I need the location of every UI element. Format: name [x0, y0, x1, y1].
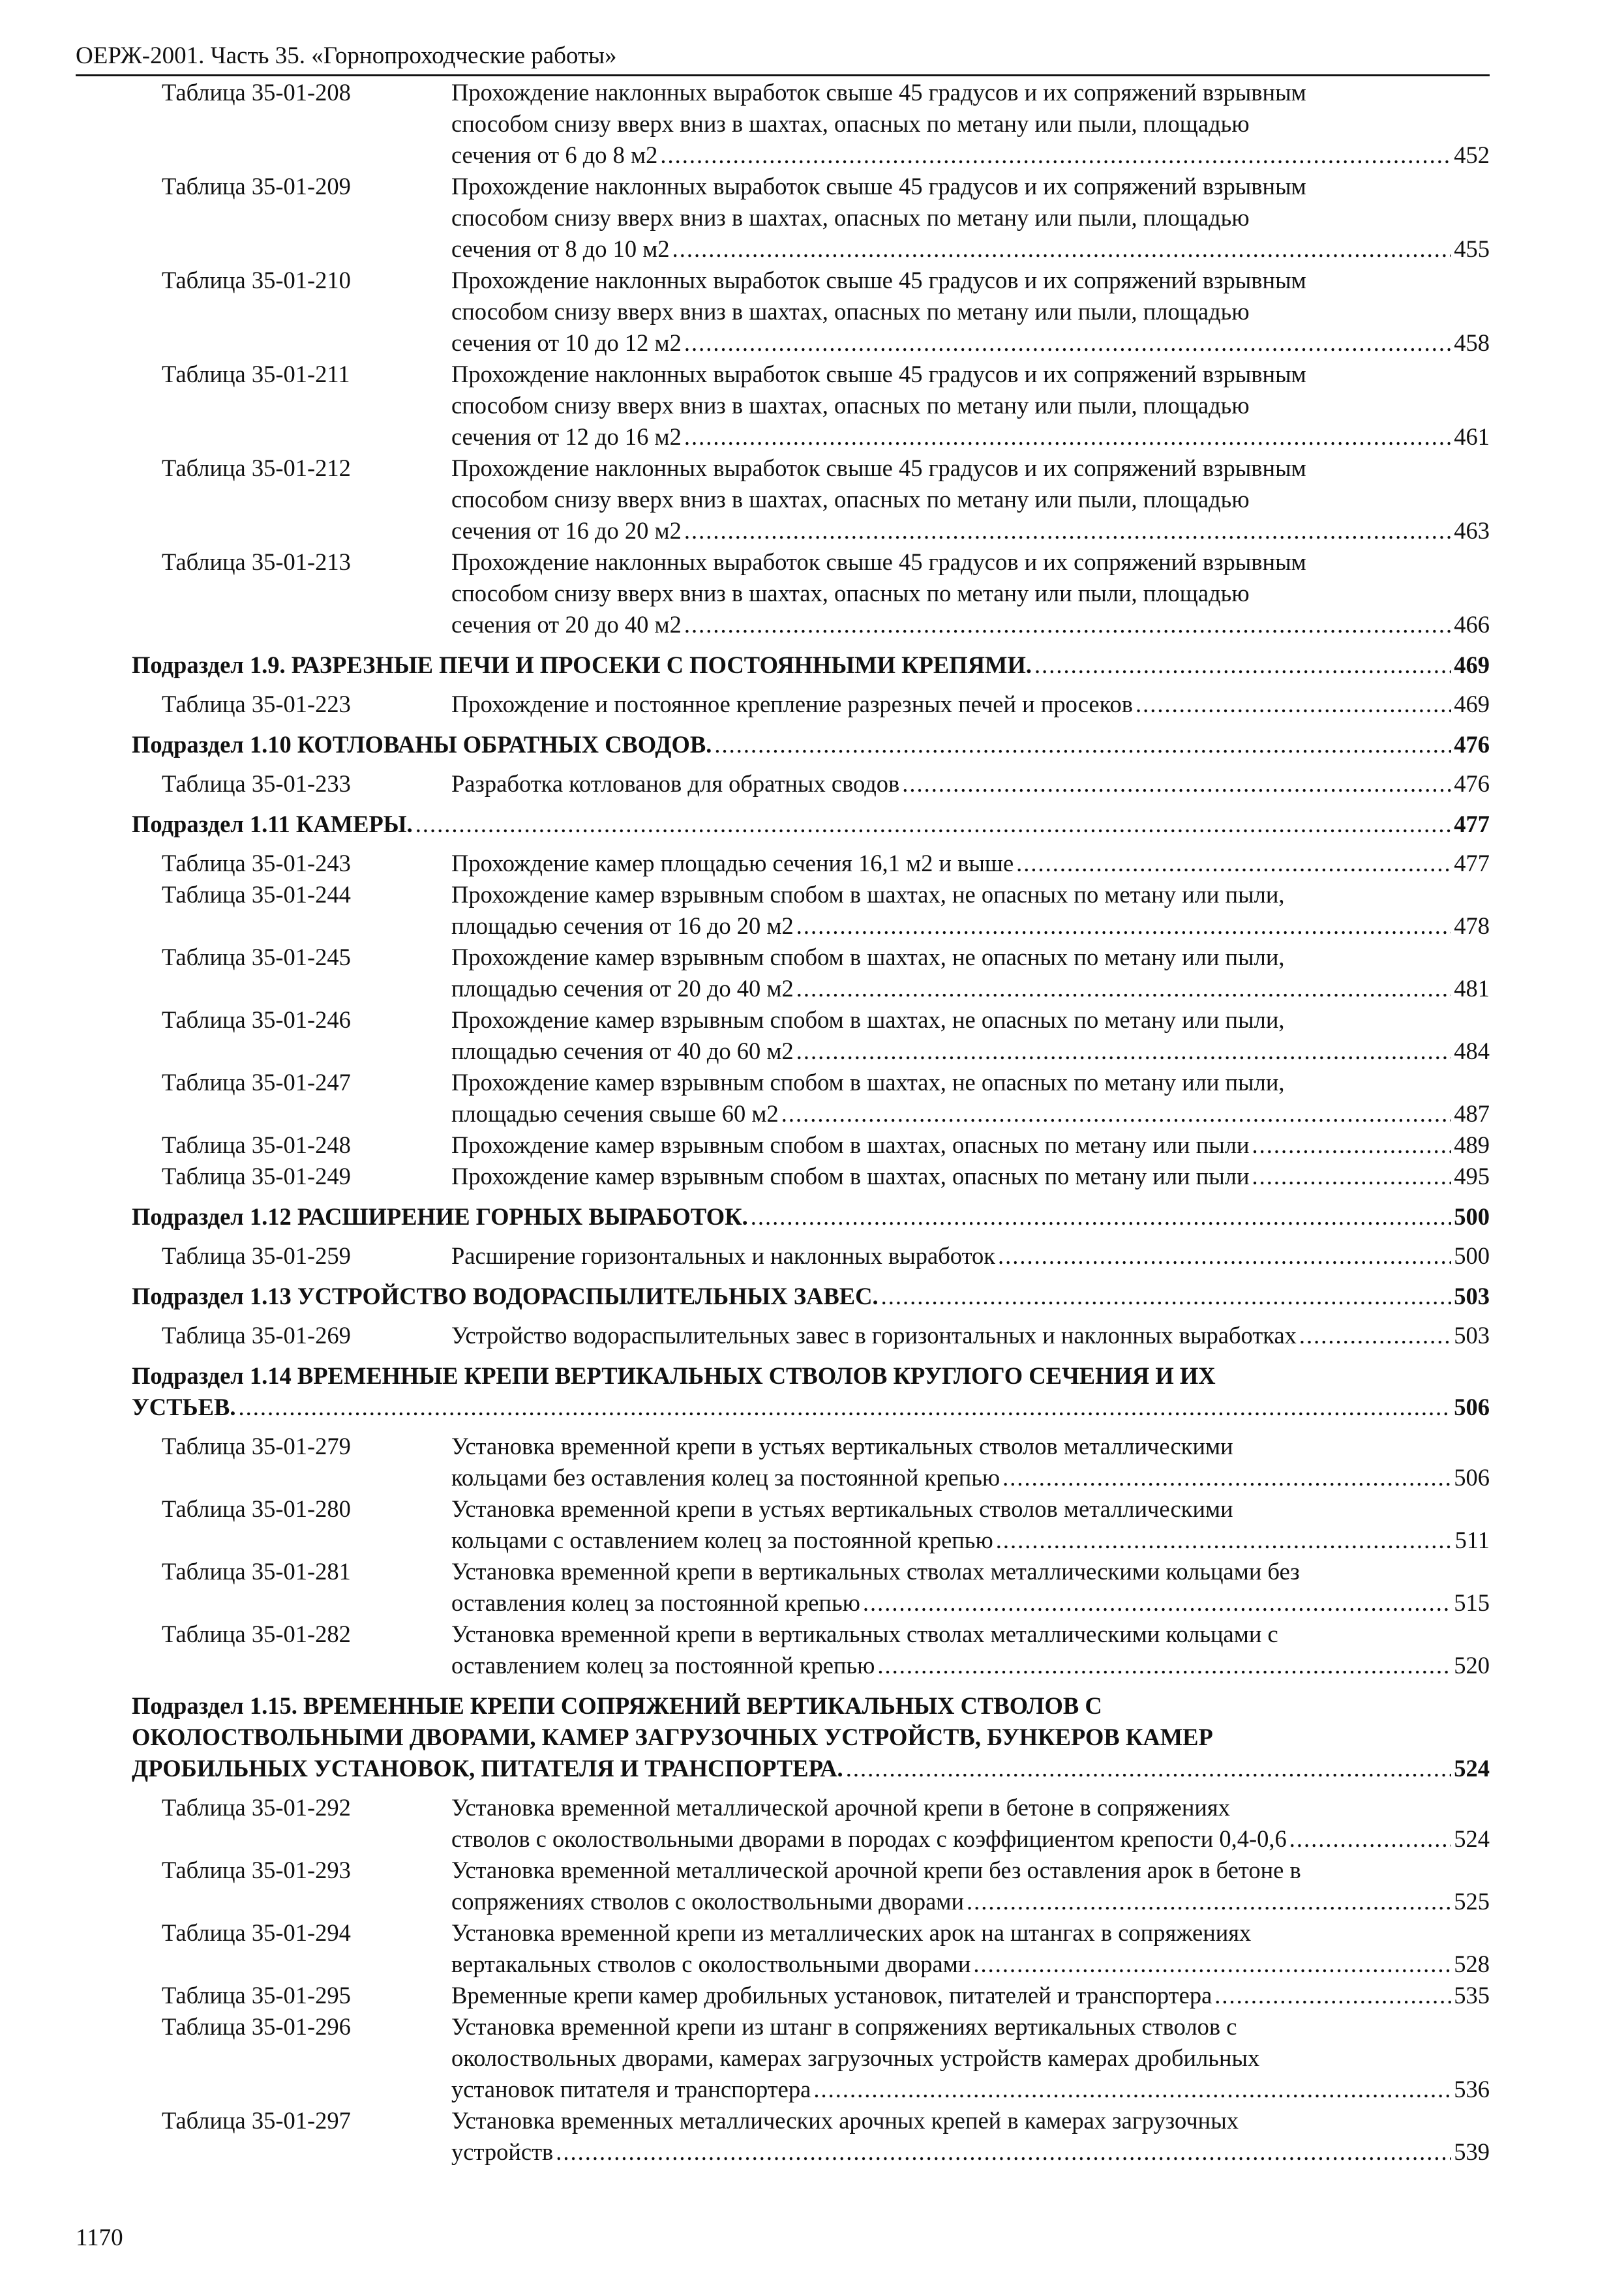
toc-entry-text: Прохождение наклонных выработок свыше 45 градусов и их сопряжений взрывным [451, 173, 1306, 200]
toc-entry-text: Прохождение наклонных выработок свыше 45 градусов и их сопряжений взрывным [451, 361, 1306, 387]
dot-leader [902, 768, 1451, 800]
toc-entry-line [451, 1462, 1490, 1493]
toc-table-label: Таблица 35-01-282 [162, 1621, 351, 1647]
toc-table-label: Таблица 35-01-296 [162, 2013, 351, 2040]
toc-entry-line [451, 1067, 1490, 1098]
toc-entry-title [451, 1980, 1490, 2011]
toc-entry-line [132, 650, 1490, 681]
toc-page-number: 506 [1454, 1464, 1490, 1491]
toc-entry-title [451, 359, 1490, 453]
toc-page-number: 503 [1454, 1283, 1490, 1309]
toc-page-number: 478 [1454, 912, 1490, 939]
toc-entry-title [451, 768, 1490, 800]
toc-entry-line [451, 2011, 1490, 2042]
toc-entry-title [451, 879, 1490, 942]
toc-table-entry [132, 1067, 1490, 1130]
toc-entry-line [132, 809, 1490, 840]
toc-entry-line [451, 1886, 1490, 1917]
toc-entry-line [451, 1493, 1490, 1525]
toc-entry-title [132, 1360, 1490, 1423]
toc-table-entry [132, 546, 1490, 640]
toc-table-label: Таблица 35-01-233 [162, 770, 351, 797]
toc-entry-line [451, 108, 1490, 140]
toc-table-label: Таблица 35-01-279 [162, 1433, 351, 1459]
toc-page-number: 520 [1454, 1652, 1490, 1679]
toc-entry-text: сечения от 20 до 40 м2 [451, 611, 682, 638]
toc-entry-text: Установка временной крепи в устьях вертикальных стволов металлическими [451, 1495, 1233, 1522]
toc-entry-text: способом снизу вверх вниз в шахтах, опасных по метану или пыли, площадью [451, 298, 1250, 325]
toc-page-number: 484 [1454, 1038, 1490, 1064]
toc-table-entry [132, 1130, 1490, 1161]
toc-entry-line [451, 1431, 1490, 1462]
toc-page-number: 500 [1454, 1203, 1490, 1230]
toc-table-entry [132, 1004, 1490, 1067]
toc-entry-text: Установка временной металлической арочной крепи в бетоне в сопряжениях [451, 1794, 1230, 1821]
dot-leader [813, 2074, 1451, 2105]
dot-leader [556, 2136, 1451, 2168]
toc-entry-text: Прохождение наклонных выработок свыше 45 градусов и их сопряжений взрывным [451, 267, 1306, 293]
toc-entry-text: Прохождение наклонных выработок свыше 45 градусов и их сопряжений взрывным [451, 455, 1306, 481]
toc-entry-line [451, 1130, 1490, 1161]
toc-table-entry [132, 1431, 1490, 1493]
toc-entry-line [451, 1161, 1490, 1192]
toc-entry-line [451, 1917, 1490, 1949]
toc-entry-line [451, 1098, 1490, 1130]
toc-table-label: Таблица 35-01-209 [162, 173, 351, 200]
page-header [76, 40, 1490, 76]
toc-table-entry [132, 768, 1490, 800]
toc-page-number: 477 [1454, 811, 1490, 837]
toc-entry-line [451, 453, 1490, 484]
toc-table-entry [132, 265, 1490, 359]
toc-entry-line [451, 1619, 1490, 1650]
toc-entry-title [132, 650, 1490, 681]
toc-entry-text: Устройство водораспылительных завес в горизонтальных и наклонных выработках [451, 1322, 1297, 1349]
toc-entry-line [451, 1792, 1490, 1823]
dot-leader [877, 1650, 1451, 1681]
toc-entry-line [451, 2105, 1490, 2136]
toc-entry-line [451, 768, 1490, 800]
dot-leader [967, 1886, 1451, 1917]
toc-entry-text: Прохождение и постоянное крепление разрезных печей и просеков [451, 691, 1133, 717]
toc-entry-title [451, 1130, 1490, 1161]
toc-table-entry [132, 359, 1490, 453]
dot-leader [1214, 1980, 1451, 2011]
toc-entry-text: оставлением колец за постоянной крепью [451, 1652, 875, 1679]
toc-page-number: 539 [1454, 2138, 1490, 2165]
toc-page-number: 524 [1454, 1755, 1490, 1782]
toc-entry-title [451, 848, 1490, 879]
toc-entry-line [132, 1722, 1490, 1753]
toc-table-entry [132, 689, 1490, 720]
toc-entry-text: ДРОБИЛЬНЫХ УСТАНОВОК, ПИТАТЕЛЯ И ТРАНСПОРТЕРА. [132, 1755, 843, 1782]
toc-entry-text: площадью сечения свыше 60 м2 [451, 1100, 779, 1127]
toc-table-label: Таблица 35-01-295 [162, 1982, 351, 2009]
toc-entry-line [451, 296, 1490, 327]
toc-table-entry [132, 1556, 1490, 1619]
dot-leader [1016, 848, 1451, 879]
toc-entry-line [451, 1004, 1490, 1036]
toc-table-entry [132, 942, 1490, 1004]
toc-section [132, 1281, 1490, 1312]
toc-page-number: 463 [1454, 517, 1490, 544]
toc-entry-line [451, 1587, 1490, 1619]
toc-entry-line [132, 1753, 1490, 1784]
toc-table-entry [132, 1161, 1490, 1192]
toc-entry-title [451, 2105, 1490, 2168]
toc-entry-text: Прохождение камер взрывным спобом в шахтах, опасных по метану или пыли [451, 1163, 1250, 1189]
toc-entry-text: УСТЬЕВ. [132, 1394, 236, 1420]
toc-table-label: Таблица 35-01-248 [162, 1131, 351, 1158]
toc-table-entry [132, 1619, 1490, 1681]
toc-entry-line [451, 1855, 1490, 1886]
dot-leader [751, 1201, 1451, 1233]
toc-entry-title [451, 453, 1490, 546]
toc-entry-text: установок питателя и транспортера [451, 2076, 811, 2102]
toc-entry-line [451, 1036, 1490, 1067]
toc-table-label: Таблица 35-01-297 [162, 2107, 351, 2134]
toc-page-number: 466 [1454, 611, 1490, 638]
toc-entry-line [451, 327, 1490, 359]
toc-entry-text: площадью сечения от 40 до 60 м2 [451, 1038, 794, 1064]
toc-table-entry [132, 2105, 1490, 2168]
toc-entry-text: Установка временных металлических арочных крепей в камерах загрузочных [451, 2107, 1239, 2134]
toc-table-entry [132, 848, 1490, 879]
toc-page-number: 455 [1454, 235, 1490, 262]
toc-table-entry [132, 1493, 1490, 1556]
toc-entry-text: Прохождение наклонных выработок свыше 45 градусов и их сопряжений взрывным [451, 548, 1306, 575]
toc-page-number: 515 [1454, 1589, 1490, 1616]
dot-leader [1034, 650, 1451, 681]
toc-entry-line [451, 1240, 1490, 1272]
dot-leader [846, 1753, 1452, 1784]
toc-section [132, 809, 1490, 840]
dot-leader [1299, 1320, 1451, 1351]
toc-entry-line [451, 2042, 1490, 2074]
toc-entry-title [451, 1240, 1490, 1272]
dot-leader [684, 421, 1451, 453]
toc-entry-title [451, 1431, 1490, 1493]
dot-leader [1135, 689, 1451, 720]
toc-entry-line [132, 1392, 1490, 1423]
toc-table-entry [132, 2011, 1490, 2105]
toc-table-label: Таблица 35-01-280 [162, 1495, 351, 1522]
toc-entry-text: стволов с околоствольными дворами в породах с коэффициентом крепости 0,4-0,6 [451, 1825, 1287, 1852]
toc-table-label: Таблица 35-01-210 [162, 267, 351, 293]
dot-leader [998, 1240, 1451, 1272]
toc-entry-line [451, 942, 1490, 973]
toc-entry-text: сечения от 16 до 20 м2 [451, 517, 682, 544]
toc-entry-title [451, 1855, 1490, 1917]
toc-page-number: 503 [1454, 1322, 1490, 1349]
dot-leader [973, 1949, 1451, 1980]
dot-leader [1252, 1161, 1452, 1192]
toc-entry-text: сечения от 12 до 16 м2 [451, 423, 682, 450]
toc-entry-text: Расширение горизонтальных и наклонных выработок [451, 1242, 996, 1269]
toc-entry-line [451, 359, 1490, 390]
toc-page-number: 476 [1454, 731, 1490, 758]
toc-entry-text: Установка временной металлической арочной крепи без оставления арок в бетоне в [451, 1857, 1301, 1883]
dot-leader [714, 729, 1451, 760]
toc-table-label: Таблица 35-01-211 [162, 361, 350, 387]
toc-entry-text: Установка временной крепи из металлических арок на штангах в сопряжениях [451, 1919, 1252, 1946]
toc-table-entry [132, 171, 1490, 265]
dot-leader [881, 1281, 1452, 1312]
toc-table-label: Таблица 35-01-208 [162, 79, 351, 106]
toc-section [132, 650, 1490, 681]
toc-table-entry [132, 1980, 1490, 2011]
toc-entry-line [451, 265, 1490, 296]
toc-page-number: 535 [1454, 1982, 1490, 2009]
toc-entry-line [132, 729, 1490, 760]
dot-leader [1002, 1462, 1451, 1493]
toc-table-entry [132, 453, 1490, 546]
toc-entry-text: Установка временной крепи в вертикальных стволах металлическими кольцами с [451, 1621, 1278, 1647]
toc-entry-line [451, 1949, 1490, 1980]
toc-entry-text: вертакальных стволов с околоствольными дворами [451, 1951, 971, 1977]
toc-entry-text: Подраздел 1.12 РАСШИРЕНИЕ ГОРНЫХ ВЫРАБОТОК. [132, 1203, 748, 1230]
toc-entry-title [451, 1619, 1490, 1681]
toc-page-number: 524 [1454, 1825, 1490, 1852]
toc-entry-text: сечения от 10 до 12 м2 [451, 329, 682, 356]
toc-entry-text: ОКОЛОСТВОЛЬНЫМИ ДВОРАМИ, КАМЕР ЗАГРУЗОЧНЫХ УСТРОЙСТВ, БУНКЕРОВ КАМЕР [132, 1724, 1213, 1750]
toc-entry-line [451, 515, 1490, 546]
toc-entry-text: Прохождение камер взрывным спобом в шахтах, не опасных по метану или пыли, [451, 944, 1285, 970]
toc-entry-line [451, 421, 1490, 453]
toc-entry-line [451, 2074, 1490, 2105]
toc-entry-line [451, 390, 1490, 421]
toc-page-number: 476 [1454, 770, 1490, 797]
dot-leader [996, 1525, 1452, 1556]
toc-entry-text: Разработка котлованов для обратных сводов [451, 770, 900, 797]
toc-entry-line [451, 1320, 1490, 1351]
toc-entry-title [451, 1493, 1490, 1556]
toc-entry-text: Установка временной крепи в устьях вертикальных стволов металлическими [451, 1433, 1233, 1459]
dot-leader [796, 1036, 1451, 1067]
toc-page-number: 461 [1454, 423, 1490, 450]
toc-entry-line [451, 140, 1490, 171]
toc-entry-line [451, 202, 1490, 233]
toc-entry-text: площадью сечения от 16 до 20 м2 [451, 912, 794, 939]
toc-table-entry [132, 1320, 1490, 1351]
toc-entry-title [451, 1004, 1490, 1067]
toc-table-label: Таблица 35-01-243 [162, 850, 351, 876]
toc-entry-text: Подраздел 1.9. РАЗРЕЗНЫЕ ПЕЧИ И ПРОСЕКИ С ПОСТОЯННЫМИ КРЕПЯМИ. [132, 651, 1032, 678]
dot-leader [684, 327, 1451, 359]
page-number: 1170 [76, 2224, 123, 2251]
toc-page-number: 469 [1454, 651, 1490, 678]
toc-entry-text: Прохождение камер взрывным спобом в шахтах, не опасных по метану или пыли, [451, 1006, 1285, 1033]
toc-entry-line [451, 77, 1490, 108]
toc-entry-line [451, 484, 1490, 515]
toc-entry-text: кольцами с оставлением колец за постоянной крепью [451, 1527, 993, 1553]
toc-table-label: Таблица 35-01-212 [162, 455, 351, 481]
dot-leader [796, 973, 1451, 1004]
toc-table-label: Таблица 35-01-259 [162, 1242, 351, 1269]
toc-page-number: 477 [1454, 850, 1490, 876]
toc-table-label: Таблица 35-01-213 [162, 548, 351, 575]
toc-page-number: 528 [1454, 1951, 1490, 1977]
toc-entry-line [451, 1980, 1490, 2011]
toc-table-label: Таблица 35-01-293 [162, 1857, 351, 1883]
toc-table-label: Таблица 35-01-245 [162, 944, 351, 970]
toc-entry-text: Подраздел 1.13 УСТРОЙСТВО ВОДОРАСПЫЛИТЕЛЬНЫХ ЗАВЕС. [132, 1283, 879, 1309]
toc-entry-text: Прохождение камер взрывным спобом в шахтах, не опасных по метану или пыли, [451, 1069, 1285, 1096]
toc-entry-text: Подраздел 1.15. ВРЕМЕННЫЕ КРЕПИ СОПРЯЖЕНИЙ ВЕРТИКАЛЬНЫХ СТВОЛОВ С [132, 1692, 1102, 1719]
toc-table-entry [132, 1917, 1490, 1980]
toc-entry-text: оставления колец за постоянной крепью [451, 1589, 860, 1616]
toc-table-label: Таблица 35-01-292 [162, 1794, 351, 1821]
toc-entry-text: Подраздел 1.10 КОТЛОВАНЫ ОБРАТНЫХ СВОДОВ. [132, 731, 712, 758]
toc-entry-title [451, 1320, 1490, 1351]
toc-entry-title [451, 1161, 1490, 1192]
toc-section [132, 1360, 1490, 1423]
toc-entry-line [451, 1823, 1490, 1855]
toc-table-label: Таблица 35-01-281 [162, 1558, 351, 1585]
toc-entry-text: устройств [451, 2138, 554, 2165]
toc-entry-text: Подраздел 1.11 КАМЕРЫ. [132, 811, 413, 837]
toc-page-number: 489 [1454, 1131, 1490, 1158]
toc-table-entry [132, 1855, 1490, 1917]
toc-page-number: 452 [1454, 142, 1490, 168]
toc-entry-title [451, 689, 1490, 720]
toc-entry-line [451, 609, 1490, 640]
toc-entry-text: сечения от 6 до 8 м2 [451, 142, 658, 168]
toc-page-number: 495 [1454, 1163, 1490, 1189]
toc-table-label: Таблица 35-01-249 [162, 1163, 351, 1189]
dot-leader [863, 1587, 1451, 1619]
toc-page-number: 481 [1454, 975, 1490, 1002]
toc-entry-line [451, 879, 1490, 910]
toc-entry-title [132, 1281, 1490, 1312]
toc-table-entry [132, 879, 1490, 942]
toc-entry-title [451, 1917, 1490, 1980]
toc-page-number: 458 [1454, 329, 1490, 356]
toc-table-label: Таблица 35-01-247 [162, 1069, 351, 1096]
toc-entry-title [132, 729, 1490, 760]
toc-entry-line [451, 1525, 1490, 1556]
toc-entry-line [451, 1650, 1490, 1681]
toc-page-number: 500 [1454, 1242, 1490, 1269]
toc-entry-line [132, 1360, 1490, 1392]
dot-leader [415, 809, 1452, 840]
toc-entry-title [451, 1067, 1490, 1130]
toc-entry-title [451, 77, 1490, 171]
toc-entry-line [132, 1201, 1490, 1233]
dot-leader [1289, 1823, 1451, 1855]
toc-entry-text: Прохождение камер взрывным спобом в шахтах, не опасных по метану или пыли, [451, 881, 1285, 908]
dot-leader [238, 1392, 1451, 1423]
toc-table-entry [132, 77, 1490, 171]
toc-entry-line [451, 578, 1490, 609]
toc-entry-line [451, 1556, 1490, 1587]
toc-section [132, 1690, 1490, 1784]
toc-entry-line [132, 1690, 1490, 1722]
toc-table-entry [132, 1792, 1490, 1855]
dot-leader [672, 233, 1452, 265]
toc-section [132, 729, 1490, 760]
toc-page-number: 487 [1454, 1100, 1490, 1127]
toc-entry-title [451, 1792, 1490, 1855]
toc-entry-line [451, 973, 1490, 1004]
toc-entry-text: Установка временной крепи в вертикальных стволах металлическими кольцами без [451, 1558, 1300, 1585]
toc-entry-text: Временные крепи камер дробильных установок, питателей и транспортера [451, 1982, 1212, 2009]
toc-page-number: 525 [1454, 1888, 1490, 1915]
toc-entry-line [451, 233, 1490, 265]
toc-entry-title [132, 809, 1490, 840]
toc-entry-title [451, 265, 1490, 359]
toc-section [132, 1201, 1490, 1233]
toc-entry-text: способом снизу вверх вниз в шахтах, опасных по метану или пыли, площадью [451, 486, 1250, 513]
toc-entry-text: способом снизу вверх вниз в шахтах, опасных по метану или пыли, площадью [451, 580, 1250, 606]
toc-entry-text: околоствольных дворами, камерах загрузочных устройств камерах дробильных [451, 2044, 1260, 2071]
toc-table-label: Таблица 35-01-246 [162, 1006, 351, 1033]
toc-table-label: Таблица 35-01-294 [162, 1919, 351, 1946]
toc-entry-text: площадью сечения от 20 до 40 м2 [451, 975, 794, 1002]
toc-page-number: 506 [1454, 1394, 1490, 1420]
toc-table-label: Таблица 35-01-223 [162, 691, 351, 717]
toc-entry-text: Подраздел 1.14 ВРЕМЕННЫЕ КРЕПИ ВЕРТИКАЛЬНЫХ СТВОЛОВ КРУГЛОГО СЕЧЕНИЯ И ИХ [132, 1362, 1216, 1389]
toc-entry-text: Прохождение камер взрывным спобом в шахтах, опасных по метану или пыли [451, 1131, 1250, 1158]
toc-entry-title [451, 2011, 1490, 2105]
toc-entry-title [451, 171, 1490, 265]
toc-table-label: Таблица 35-01-269 [162, 1322, 351, 1349]
toc-entry-line [451, 848, 1490, 879]
page-header-title: ОЕРЖ-2001. Часть 35. «Горнопроходческие работы» [76, 42, 617, 69]
dot-leader [660, 140, 1451, 171]
toc-entry-text: способом снизу вверх вниз в шахтах, опасных по метану или пыли, площадью [451, 392, 1250, 419]
toc-entry-line [132, 1281, 1490, 1312]
toc-entry-line [451, 2136, 1490, 2168]
toc-entry-title [451, 546, 1490, 640]
toc-entry-text: Прохождение наклонных выработок свыше 45 градусов и их сопряжений взрывным [451, 79, 1306, 106]
toc-entry-text: способом снизу вверх вниз в шахтах, опасных по метану или пыли, площадью [451, 204, 1250, 231]
dot-leader [684, 609, 1451, 640]
toc-page-number: 511 [1454, 1527, 1490, 1553]
table-of-contents [132, 77, 1490, 2168]
toc-entry-text: Установка временной крепи из штанг в сопряжениях вертикальных стволов с [451, 2013, 1237, 2040]
toc-entry-line [451, 546, 1490, 578]
toc-page-number: 469 [1454, 691, 1490, 717]
toc-entry-line [451, 171, 1490, 202]
toc-entry-title [132, 1201, 1490, 1233]
toc-entry-line [451, 689, 1490, 720]
toc-table-entry [132, 1240, 1490, 1272]
toc-entry-title [451, 942, 1490, 1004]
toc-entry-text: Прохождение камер площадью сечения 16,1 м2 и выше [451, 850, 1014, 876]
toc-entry-text: сечения от 8 до 10 м2 [451, 235, 670, 262]
toc-entry-text: способом снизу вверх вниз в шахтах, опасных по метану или пыли, площадью [451, 110, 1250, 137]
toc-entry-line [451, 910, 1490, 942]
toc-entry-text: сопряжениях стволов с околоствольными дворами [451, 1888, 964, 1915]
dot-leader [1252, 1130, 1452, 1161]
toc-entry-title [451, 1556, 1490, 1619]
toc-page-number: 536 [1454, 2076, 1490, 2102]
toc-entry-title [132, 1690, 1490, 1784]
dot-leader [684, 515, 1451, 546]
dot-leader [796, 910, 1451, 942]
toc-entry-text: кольцами без оставления колец за постоянной крепью [451, 1464, 1000, 1491]
toc-table-label: Таблица 35-01-244 [162, 881, 351, 908]
dot-leader [781, 1098, 1451, 1130]
